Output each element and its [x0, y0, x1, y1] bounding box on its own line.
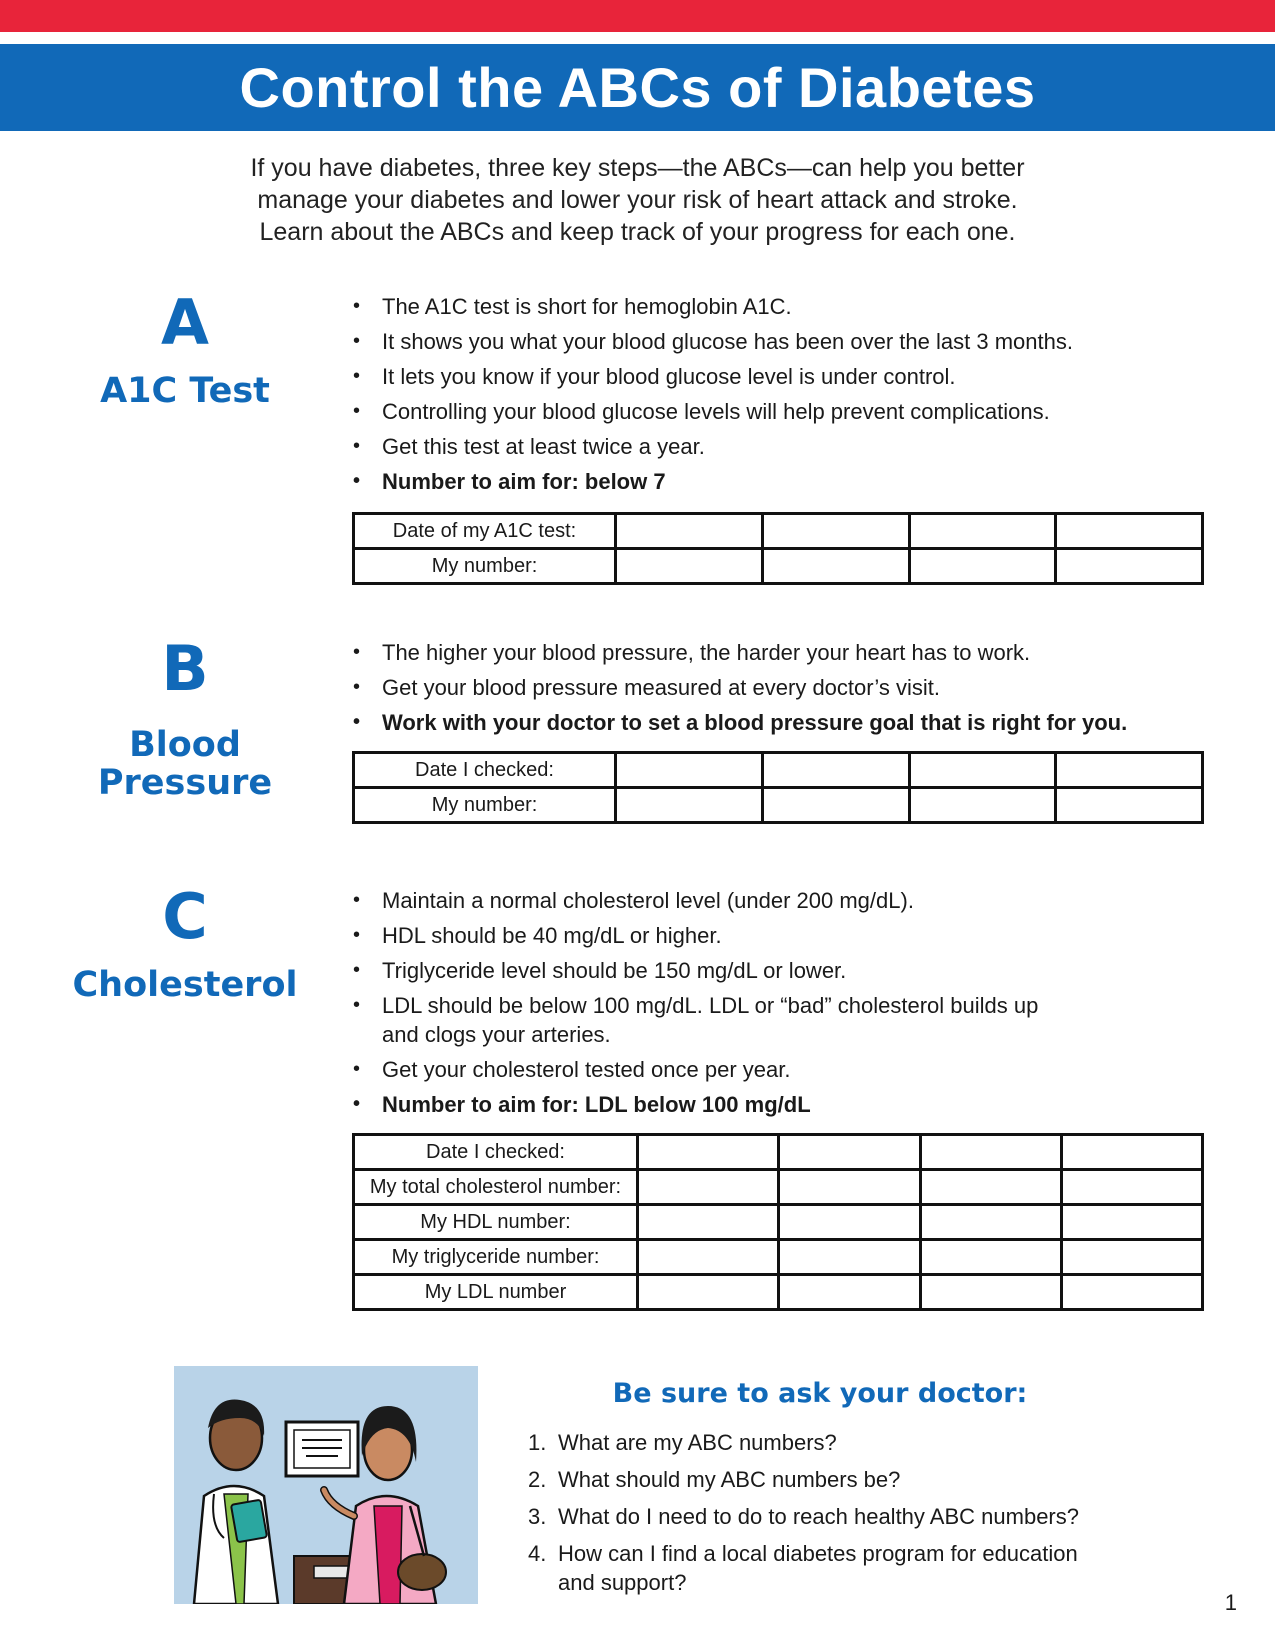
- bullet-item: • Get your blood pressure measured at every doctor’s visit.: [350, 673, 1220, 702]
- row-label: My LDL number: [354, 1275, 638, 1310]
- table-row: [354, 1205, 1203, 1240]
- section-b-bullets: [350, 638, 1220, 743]
- title-banner: [0, 44, 1275, 131]
- entry-cell[interactable]: [920, 1170, 1061, 1205]
- bullet-item: • Get this test at least twice a year.: [350, 432, 1220, 461]
- row-label: My total cholesterol number:: [354, 1170, 638, 1205]
- entry-cell[interactable]: [920, 1135, 1061, 1170]
- table-row: [354, 1135, 1203, 1170]
- row-label: My number:: [354, 549, 616, 584]
- entry-cell[interactable]: [779, 1275, 920, 1310]
- list-item-number: 3.: [528, 1504, 547, 1529]
- a1c-tracking-table: [352, 512, 1204, 585]
- entry-cell[interactable]: [638, 1240, 779, 1275]
- entry-cell[interactable]: [762, 514, 909, 549]
- bullet-item: • The A1C test is short for hemoglobin A1C.: [350, 292, 1220, 321]
- entry-cell[interactable]: [909, 549, 1056, 584]
- row-label: My triglyceride number:: [354, 1240, 638, 1275]
- bullet-item: • LDL should be below 100 mg/dL. LDL or “bad” cholesterol builds up and clogs your arteries.: [350, 991, 1220, 1049]
- entry-cell[interactable]: [616, 788, 763, 823]
- row-label: Date I checked:: [354, 1135, 638, 1170]
- entry-cell[interactable]: [638, 1170, 779, 1205]
- intro-paragraph: [150, 152, 1125, 248]
- section-b-letter: B: [161, 632, 209, 705]
- list-item: [528, 1539, 1128, 1597]
- table-row: [354, 1240, 1203, 1275]
- row-label: My HDL number:: [354, 1205, 638, 1240]
- section-a-heading: [50, 286, 320, 411]
- section-b-label-line1: Blood: [129, 725, 241, 765]
- entry-cell[interactable]: [920, 1275, 1061, 1310]
- bullet-item: • Triglyceride level should be 150 mg/dL or lower.: [350, 956, 1220, 985]
- section-a-letter: A: [161, 286, 209, 359]
- section-b-label-line2: Pressure: [97, 763, 273, 803]
- entry-cell[interactable]: [909, 753, 1056, 788]
- entry-cell[interactable]: [1061, 1135, 1202, 1170]
- list-item-text: What do I need to do to reach healthy ABC numbers?: [558, 1504, 1079, 1529]
- illustration-svg: [174, 1366, 478, 1604]
- entry-cell[interactable]: [1056, 549, 1203, 584]
- blood-pressure-tracking-table: [352, 751, 1204, 824]
- entry-cell[interactable]: [779, 1170, 920, 1205]
- list-item: [528, 1465, 1128, 1494]
- section-c-bullets: [350, 886, 1220, 1125]
- entry-cell[interactable]: [1061, 1240, 1202, 1275]
- entry-cell[interactable]: [1061, 1170, 1202, 1205]
- entry-cell[interactable]: [779, 1135, 920, 1170]
- intro-line: Learn about the ABCs and keep track of your progress for each one.: [259, 218, 1016, 246]
- bullet-item-goal: • Work with your doctor to set a blood pressure goal that is right for you.: [350, 708, 1220, 737]
- bullet-item-goal: • Number to aim for: below 7: [350, 467, 1220, 496]
- entry-cell[interactable]: [762, 753, 909, 788]
- entry-cell[interactable]: [638, 1275, 779, 1310]
- entry-cell[interactable]: [1061, 1275, 1202, 1310]
- list-item-text: What should my ABC numbers be?: [558, 1467, 901, 1492]
- entry-cell[interactable]: [1056, 514, 1203, 549]
- top-red-stripe: [0, 0, 1275, 32]
- ask-doctor-list: [528, 1428, 1128, 1605]
- bullet-item: • Controlling your blood glucose levels will help prevent complications.: [350, 397, 1220, 426]
- row-label: My number:: [354, 788, 616, 823]
- entry-cell[interactable]: [1061, 1205, 1202, 1240]
- entry-cell[interactable]: [909, 788, 1056, 823]
- intro-line: manage your diabetes and lower your risk of heart attack and stroke.: [257, 186, 1018, 214]
- doctor-figure: [194, 1400, 278, 1604]
- table-row: [354, 788, 1203, 823]
- table-row: [354, 514, 1203, 549]
- page-number: 1: [1224, 1590, 1237, 1615]
- section-c-heading: [50, 880, 320, 1005]
- bullet-item: • The higher your blood pressure, the harder your heart has to work.: [350, 638, 1220, 667]
- section-c-letter: C: [162, 880, 208, 953]
- bullet-item: • It shows you what your blood glucose has been over the last 3 months.: [350, 327, 1220, 356]
- table-row: [354, 549, 1203, 584]
- table-row: [354, 1170, 1203, 1205]
- entry-cell[interactable]: [779, 1205, 920, 1240]
- bullet-item-goal: • Number to aim for: LDL below 100 mg/dL: [350, 1090, 1220, 1119]
- section-b-heading: [50, 632, 320, 803]
- doctor-patient-illustration: [174, 1366, 478, 1604]
- entry-cell[interactable]: [779, 1240, 920, 1275]
- entry-cell[interactable]: [762, 549, 909, 584]
- entry-cell[interactable]: [909, 514, 1056, 549]
- entry-cell[interactable]: [616, 514, 763, 549]
- entry-cell[interactable]: [1056, 788, 1203, 823]
- section-c-label: Cholesterol: [72, 965, 298, 1005]
- ask-doctor-heading: Be sure to ask your doctor:: [612, 1378, 1028, 1409]
- entry-cell[interactable]: [762, 788, 909, 823]
- list-item: [528, 1502, 1128, 1531]
- entry-cell[interactable]: [920, 1205, 1061, 1240]
- cholesterol-tracking-table: [352, 1133, 1204, 1311]
- bullet-item: • It lets you know if your blood glucose level is under control.: [350, 362, 1220, 391]
- list-item: [528, 1428, 1128, 1457]
- list-item-text: How can I find a local diabetes program for education and support?: [558, 1541, 1078, 1595]
- entry-cell[interactable]: [638, 1205, 779, 1240]
- list-item-number: 1.: [528, 1430, 547, 1455]
- table-row: [354, 1275, 1203, 1310]
- bullet-item: • HDL should be 40 mg/dL or higher.: [350, 921, 1220, 950]
- intro-line: If you have diabetes, three key steps—the ABCs—can help you better: [250, 154, 1025, 182]
- entry-cell[interactable]: [616, 549, 763, 584]
- list-item-number: 2.: [528, 1467, 547, 1492]
- entry-cell[interactable]: [920, 1240, 1061, 1275]
- row-label: Date I checked:: [354, 753, 616, 788]
- page-title: Control the ABCs of Diabetes: [239, 56, 1036, 119]
- row-label: Date of my A1C test:: [354, 514, 616, 549]
- entry-cell[interactable]: [638, 1135, 779, 1170]
- entry-cell[interactable]: [1056, 753, 1203, 788]
- section-a-bullets: [350, 292, 1220, 502]
- list-item-number: 4.: [528, 1541, 547, 1566]
- table-row: [354, 753, 1203, 788]
- section-a-label: A1C Test: [100, 371, 270, 411]
- list-item-text: What are my ABC numbers?: [558, 1430, 837, 1455]
- entry-cell[interactable]: [616, 753, 763, 788]
- bullet-item: • Get your cholesterol tested once per year.: [350, 1055, 1220, 1084]
- bullet-item: • Maintain a normal cholesterol level (under 200 mg/dL).: [350, 886, 1220, 915]
